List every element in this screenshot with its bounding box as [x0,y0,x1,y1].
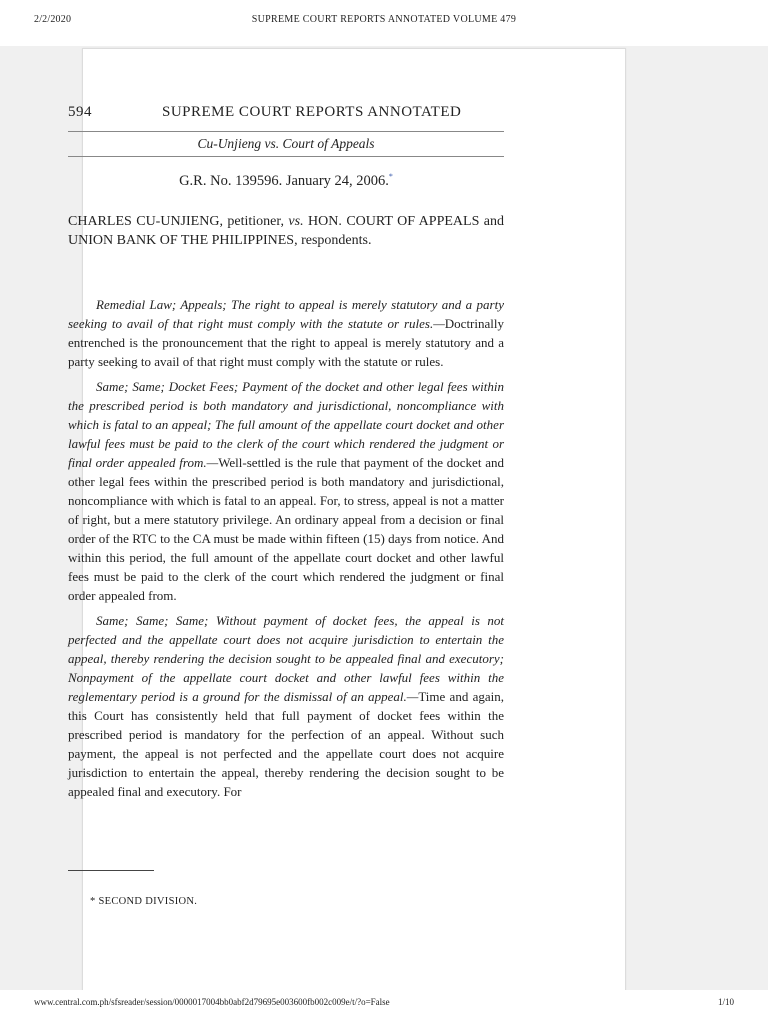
footnote-marker-link[interactable]: * [388,172,393,181]
parties-block [68,212,504,250]
footnote: * SECOND DIVISION. [90,896,198,907]
footnote-rule [68,870,154,871]
headnote: Same; Same; Docket Fees; Payment of the docket and other legal fees within the prescribed period is both mandatory and jurisdictional, noncompliance with which is fatal to an appeal; The full amount of the appellate court docket and other lawful fees must be paid to the clerk of the court which rendered the judgment or final order appealed from.— [68,379,504,470]
bottom-rule [68,156,504,157]
case-title [68,131,504,156]
paragraph-text: Doctrinally entrenched is the pronouncement that the right to appeal is merely statutory and a party seeking to avail of that right must comply with the statute or rules. [68,316,504,369]
print-title: SUPREME COURT REPORTS ANNOTATED VOLUME 479 [251,14,517,25]
print-date: 2/2/2020 [34,14,72,25]
versus: vs. [288,214,304,229]
syllabus-paragraph [68,611,504,801]
syllabus-paragraph [68,377,504,605]
browser-print-footer [0,990,768,1024]
paragraph-text: Time and again, this Court has consistently held that full payment of docket fees within the prescribed period is mandatory for the perfection of an appeal. Without such payment, the appeal is not perfected and the appellate court does not acquire jurisdiction to entertain the appeal, thereby rendering the decision sought to be appealed final and executory. For [68,689,504,799]
syllabus-body [68,295,504,807]
browser-print-header [0,0,768,46]
paragraph-text: Well-settled is the rule that payment of the docket and other legal fees within the prescribed period is both mandatory and jurisdictional, noncompliance with which is fatal to an appeal. For, to stress, appeal is not a matter of right, but a mere statutory privilege. An ordinary appeal from a decision or final order of the RTC to the CA must be made within fifteen (15) days from notice. And within this period, the full amount of the appellate court docket and other lawful fees must be paid to the clerk of the court which rendered the judgment or final order appealed from. [68,455,505,603]
gr-number-line [68,172,504,190]
case-title-text: Cu-Unjieng vs. Court of Appeals [197,136,375,151]
petitioner: CHARLES CU-UNJIENG, petitioner, [68,214,284,229]
gr-number: G.R. No. 139596. January 24, 2006. [179,172,389,189]
headnote: Same; Same; Same; Without payment of docket fees, the appeal is not perfected and the appellate court does not acquire jurisdiction to entertain the appeal, thereby rendering the decision sought to be appealed final and executory; Nonpayment of the appellate court docket and other lawful fees within the reglementary period is a ground for the dismissal of an appeal.— [68,613,504,704]
page-number: 594 [68,104,92,120]
syllabus-paragraph [68,295,504,371]
respondents: HON. COURT OF APPEALS and UNION BANK OF THE PHILIPPINES, respondents. [68,214,505,248]
journal-title: SUPREME COURT REPORTS ANNOTATED [162,104,462,120]
print-url: www.central.com.ph/sfsreader/session/0000017004bb0abf2d79695e003600fb002c009e/t/?o=False [34,997,390,1007]
print-page-count: 1/10 [717,997,734,1007]
headnote: Remedial Law; Appeals; The right to appeal is merely statutory and a party seeking to avail of that right must comply with the statute or rules.— [68,297,504,331]
